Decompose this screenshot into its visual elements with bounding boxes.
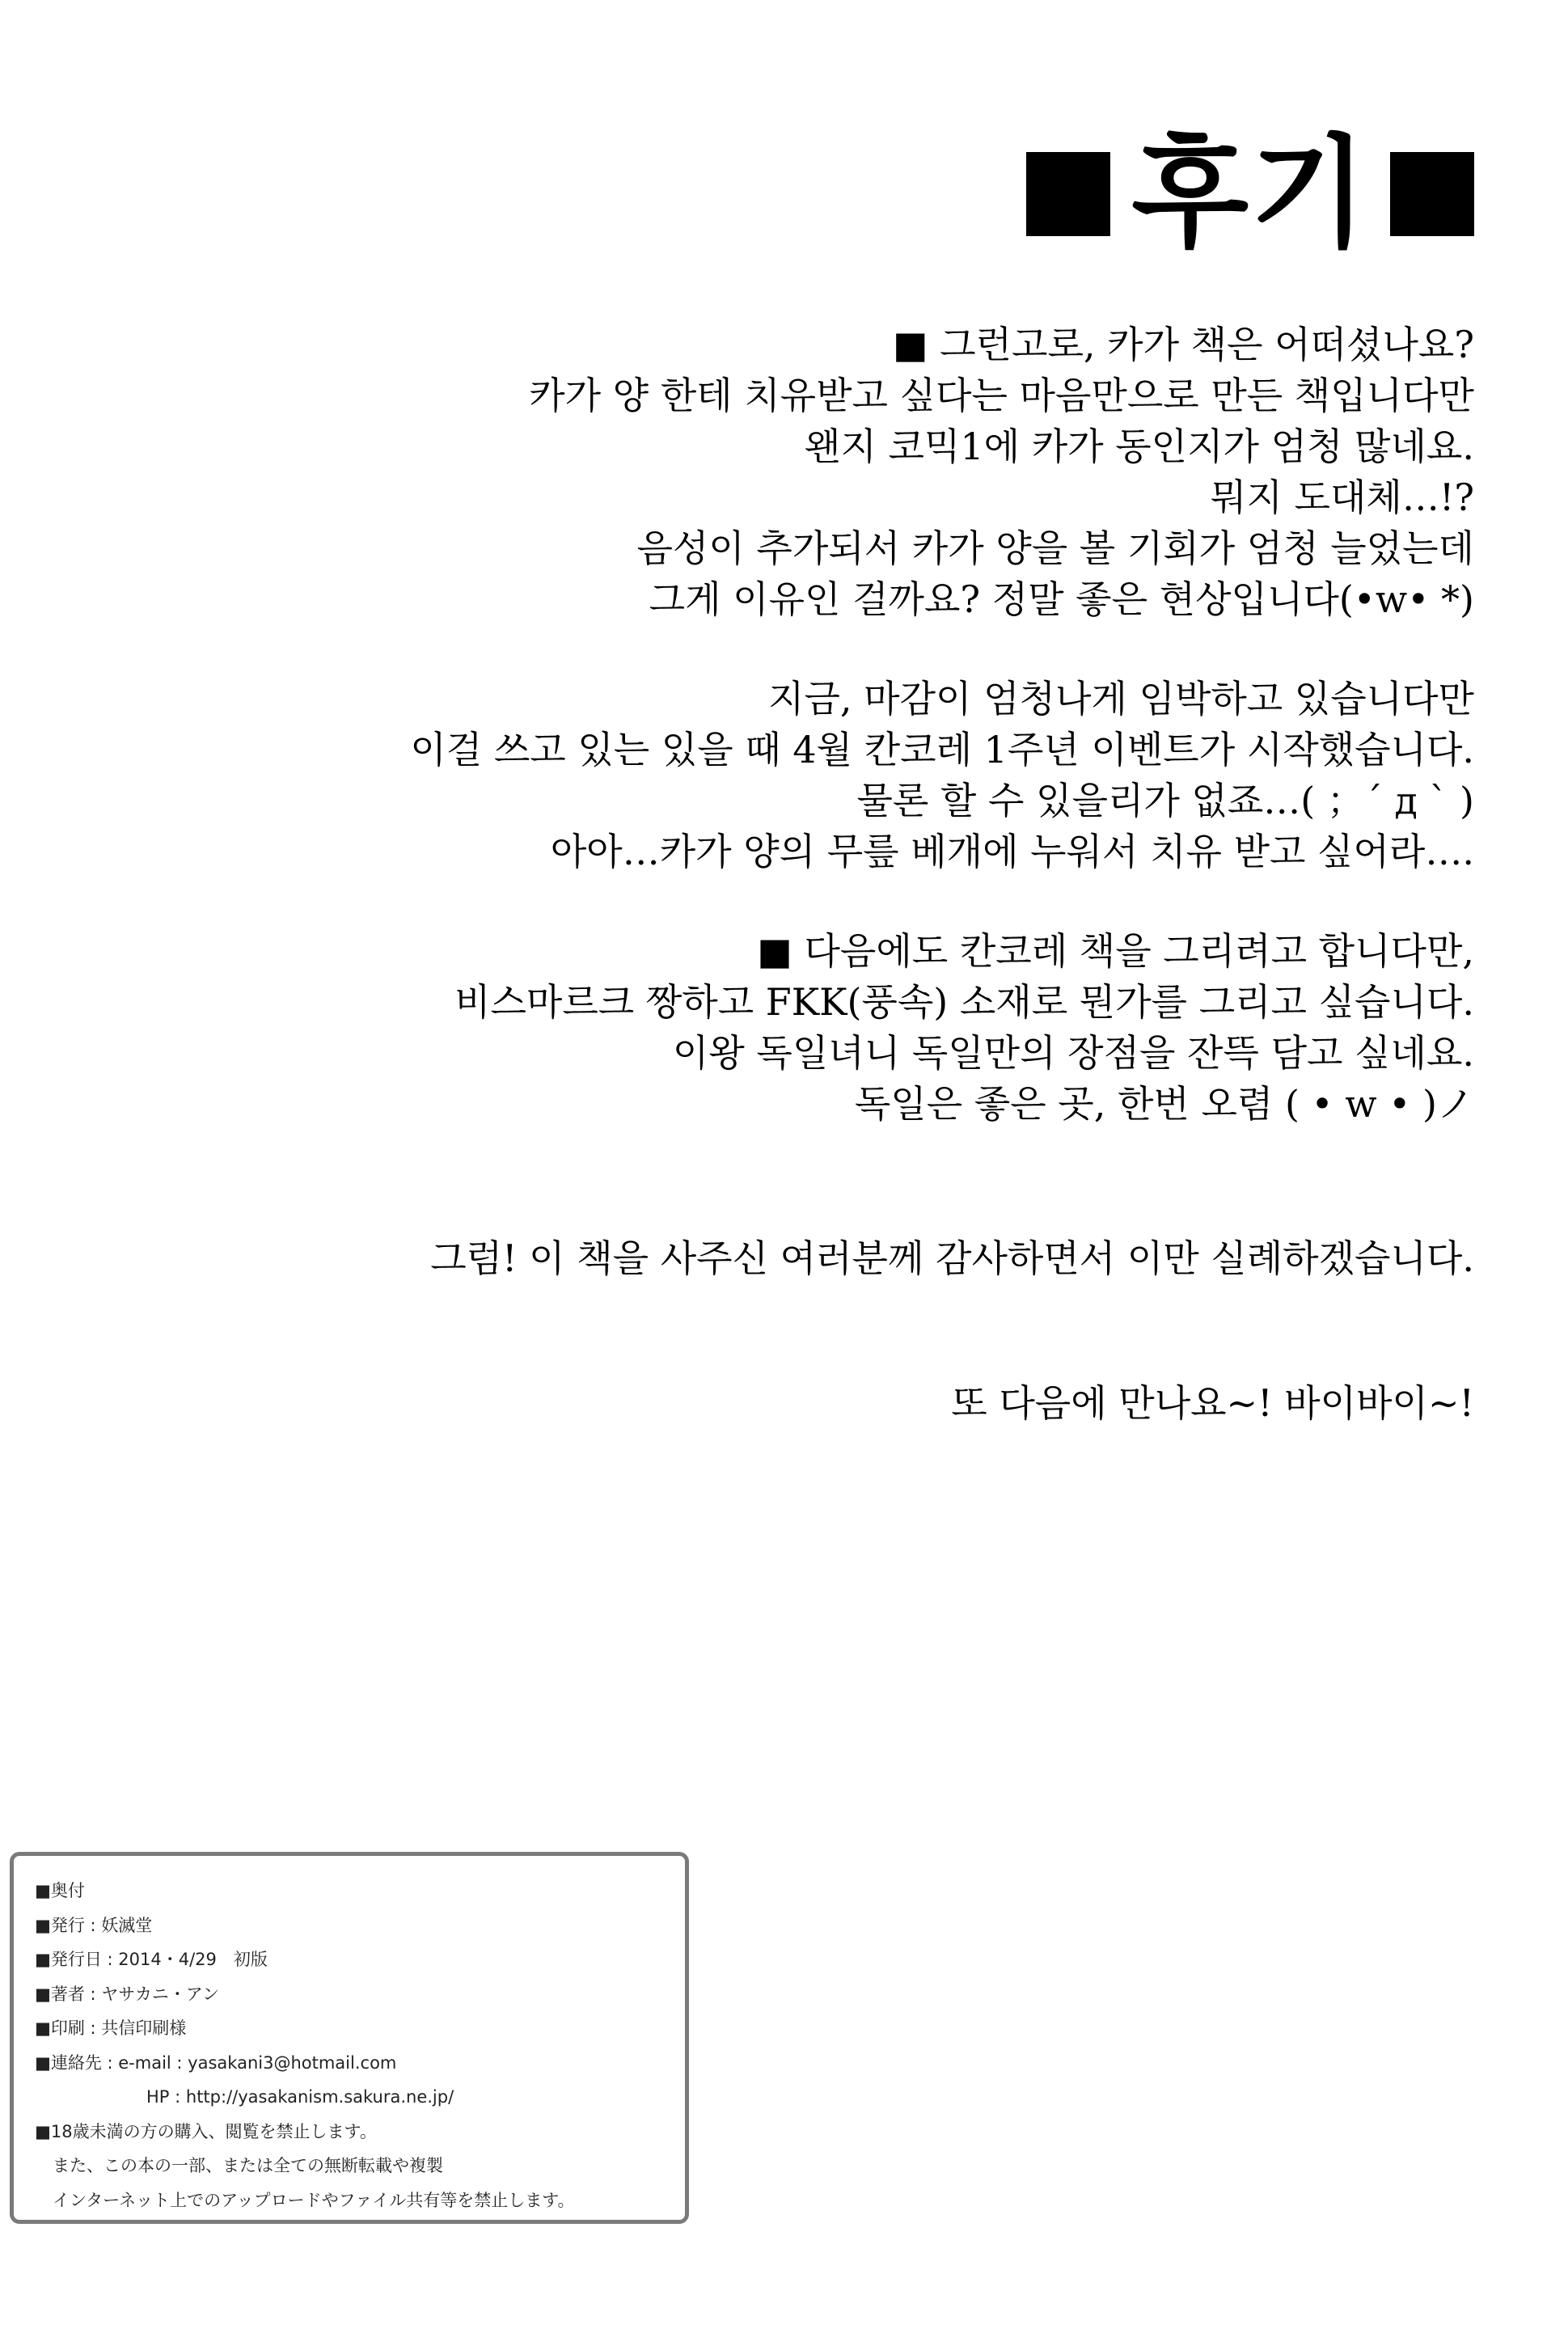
colophon-printer: ■印刷 : 共信印刷様 bbox=[35, 2018, 187, 2038]
colophon-heading: ■奥付 bbox=[35, 1881, 85, 1900]
page-title bbox=[1026, 121, 1474, 267]
colophon-notice: また、この本の一部、または全ての無断転載や複製 bbox=[53, 2156, 443, 2175]
colophon-author: ■著者 : ヤサカニ・アン bbox=[35, 1984, 220, 2004]
paragraph-spacer bbox=[213, 625, 1474, 674]
afterword-line: 지금, 마감이 엄청나게 임박하고 있습니다만 bbox=[768, 677, 1474, 721]
paragraph-spacer bbox=[213, 1130, 1474, 1233]
afterword-line: 독일은 좋은 곳, 한번 오렴 ( • w • )ノ bbox=[854, 1082, 1474, 1126]
closing-line: 그럼! 이 책을 사주신 여러분께 감사하면서 이만 실례하겠습니다. bbox=[430, 1236, 1474, 1280]
closing-line: 또 다음에 만나요~! 바이바이~! bbox=[951, 1381, 1474, 1425]
paragraph-spacer bbox=[213, 877, 1474, 926]
afterword-line: 카가 양 한테 치유받고 싶다는 마음만으로 만든 책입니다만 bbox=[529, 374, 1474, 417]
afterword-line: ■ 다음에도 칸코레 책을 그리려고 합니다만, bbox=[757, 929, 1474, 973]
colophon-publisher: ■発行 : 妖滅堂 bbox=[35, 1915, 153, 1935]
paragraph-spacer bbox=[213, 1284, 1474, 1378]
colophon-notice: ■18歳未満の方の購入、閲覧を禁止します。 bbox=[35, 2121, 377, 2141]
afterword-text bbox=[213, 319, 1474, 1429]
afterword-line: 비스마르크 짱하고 FKK(풍속) 소재로 뭔가를 그리고 싶습니다. bbox=[454, 980, 1474, 1024]
colophon-contact: ■連絡先 : e-mail : yasakani3@hotmail.com bbox=[35, 2052, 397, 2073]
black-square-icon bbox=[1026, 152, 1110, 236]
afterword-line: 아아…카가 양의 무릎 베개에 누워서 치유 받고 싶어라…. bbox=[550, 830, 1474, 873]
afterword-line: 이걸 쓰고 있는 있을 때 4월 칸코레 1주년 이벤트가 시작했습니다. bbox=[410, 728, 1474, 771]
colophon-box bbox=[10, 1852, 689, 2224]
afterword-line: 왠지 코믹1에 카가 동인지가 엄청 많네요. bbox=[805, 425, 1474, 468]
afterword-line: 음성이 추가되서 카가 양을 볼 기회가 엄청 늘었는데 bbox=[636, 526, 1474, 570]
colophon-date: ■発行日 : 2014・4/29 初版 bbox=[35, 1950, 268, 1969]
page-title-text: 후기 bbox=[1131, 124, 1369, 264]
colophon-notice: インターネット上でのアップロードやファイル共有等を禁止します。 bbox=[53, 2190, 575, 2210]
afterword-line: 뭐지 도대체…!? bbox=[1211, 476, 1474, 519]
colophon-homepage: HP : http://yasakanism.sakura.ne.jp/ bbox=[146, 2087, 454, 2107]
black-square-icon bbox=[1390, 152, 1474, 236]
afterword-line: 그게 이유인 걸까요? 정말 좋은 현상입니다(•w• *) bbox=[649, 577, 1474, 621]
afterword-line: ■ 그런고로, 카가 책은 어떠셨나요? bbox=[893, 323, 1474, 366]
afterword-line: 물론 할 수 있을리가 없죠…( ；´ д ` ) bbox=[856, 779, 1474, 822]
afterword-line: 이왕 독일녀니 독일만의 장점을 잔뜩 담고 싶네요. bbox=[672, 1031, 1474, 1075]
